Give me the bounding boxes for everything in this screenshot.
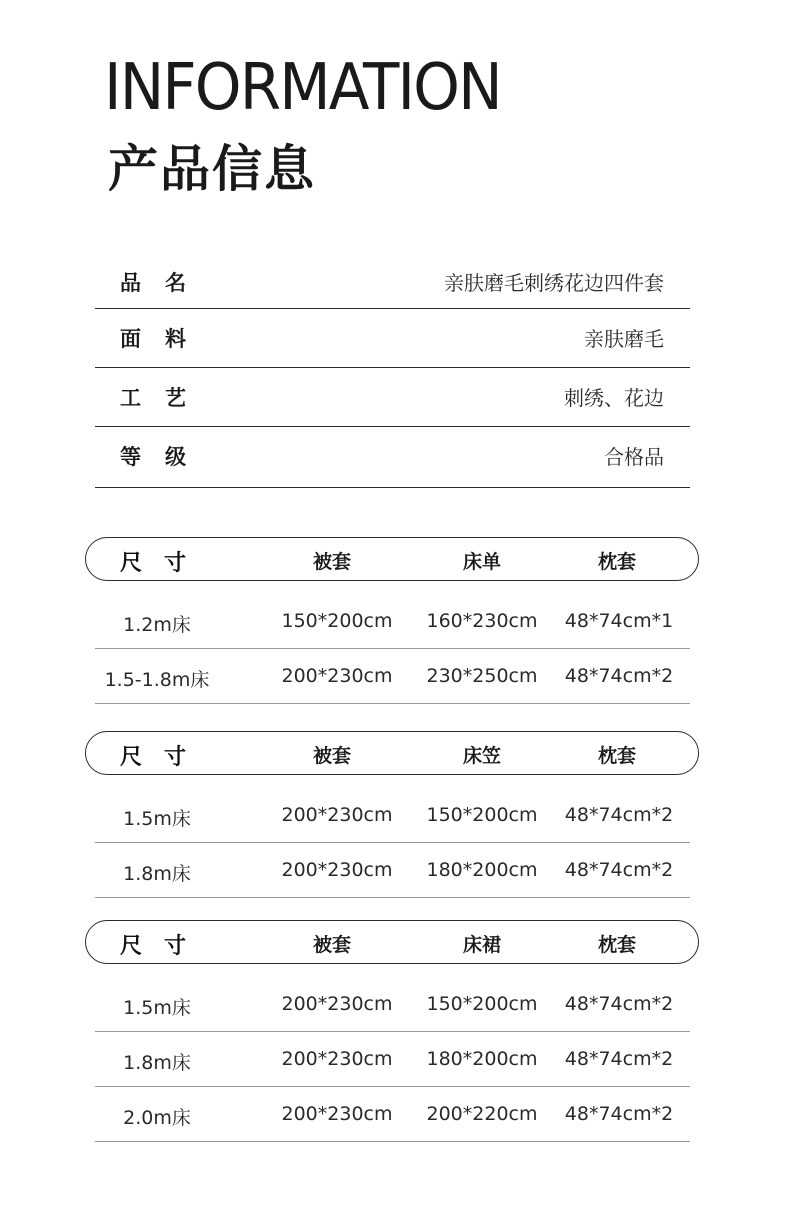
table-header-cell: 床笠 bbox=[462, 745, 502, 767]
product-info-list bbox=[95, 253, 690, 488]
size-table-fitted-sheet bbox=[85, 731, 699, 898]
page-title: 产品信息 bbox=[108, 140, 316, 198]
table-header-cell: 被套 bbox=[312, 934, 352, 956]
info-label: 品名 bbox=[120, 271, 210, 295]
table-cell: 48*74cm*2 bbox=[564, 665, 674, 687]
info-row-craft bbox=[95, 368, 690, 427]
info-row-grade bbox=[95, 427, 690, 488]
table-cell: 48*74cm*2 bbox=[564, 1048, 674, 1070]
info-row-fabric bbox=[95, 309, 690, 368]
table-cell: 48*74cm*2 bbox=[564, 804, 674, 826]
table-header-size: 尺寸 bbox=[120, 745, 209, 770]
table-cell: 1.5-1.8m床 bbox=[104, 669, 210, 691]
table-cell: 200*230cm bbox=[281, 859, 393, 881]
table-cell: 48*74cm*2 bbox=[564, 859, 674, 881]
info-value: 亲肤磨毛刺绣花边四件套 bbox=[444, 271, 664, 295]
table-cell: 1.8m床 bbox=[123, 1052, 191, 1074]
table-row bbox=[95, 1032, 690, 1087]
info-label: 等级 bbox=[120, 445, 210, 469]
info-row-name bbox=[95, 253, 690, 309]
info-value: 刺绣、花边 bbox=[564, 386, 664, 410]
table-cell: 150*200cm bbox=[426, 804, 538, 826]
table-cell: 230*250cm bbox=[426, 665, 538, 687]
table-header-size: 尺寸 bbox=[120, 934, 209, 959]
table-row bbox=[95, 649, 690, 704]
table-header-cell: 枕套 bbox=[597, 934, 637, 956]
table-header-cell: 床裙 bbox=[462, 934, 502, 956]
page-title-english: INFORMATION bbox=[104, 51, 501, 125]
table-header-cell: 枕套 bbox=[597, 551, 637, 573]
table-cell: 1.5m床 bbox=[123, 808, 191, 830]
table-cell: 48*74cm*2 bbox=[564, 993, 674, 1015]
table-row bbox=[95, 594, 690, 649]
table-cell: 1.8m床 bbox=[123, 863, 191, 885]
table-header bbox=[85, 731, 699, 775]
table-row bbox=[95, 977, 690, 1032]
info-label: 工艺 bbox=[120, 386, 210, 410]
table-header-cell: 枕套 bbox=[597, 745, 637, 767]
info-value: 亲肤磨毛 bbox=[584, 327, 664, 351]
table-header-size: 尺寸 bbox=[120, 551, 209, 576]
table-header-cell: 被套 bbox=[312, 745, 352, 767]
info-value: 合格品 bbox=[604, 445, 664, 469]
info-label: 面料 bbox=[120, 327, 210, 351]
table-cell: 180*200cm bbox=[426, 1048, 538, 1070]
table-row bbox=[95, 788, 690, 843]
table-row bbox=[95, 843, 690, 898]
table-cell: 1.2m床 bbox=[123, 614, 191, 636]
table-row bbox=[95, 1087, 690, 1142]
table-header bbox=[85, 920, 699, 964]
table-cell: 200*230cm bbox=[281, 665, 393, 687]
table-cell: 160*230cm bbox=[426, 610, 538, 632]
table-cell: 200*230cm bbox=[281, 993, 393, 1015]
table-cell: 180*200cm bbox=[426, 859, 538, 881]
table-cell: 150*200cm bbox=[426, 993, 538, 1015]
table-cell: 48*74cm*2 bbox=[564, 1103, 674, 1125]
size-table-sheet bbox=[85, 537, 699, 704]
table-cell: 1.5m床 bbox=[123, 997, 191, 1019]
table-header bbox=[85, 537, 699, 581]
table-cell: 200*230cm bbox=[281, 804, 393, 826]
table-header-cell: 被套 bbox=[312, 551, 352, 573]
table-cell: 2.0m床 bbox=[123, 1107, 191, 1129]
table-cell: 200*230cm bbox=[281, 1103, 393, 1125]
table-cell: 150*200cm bbox=[281, 610, 393, 632]
size-table-bed-skirt bbox=[85, 920, 699, 1142]
table-cell: 200*230cm bbox=[281, 1048, 393, 1070]
table-header-cell: 床单 bbox=[462, 551, 502, 573]
table-cell: 200*220cm bbox=[426, 1103, 538, 1125]
table-cell: 48*74cm*1 bbox=[564, 610, 674, 632]
